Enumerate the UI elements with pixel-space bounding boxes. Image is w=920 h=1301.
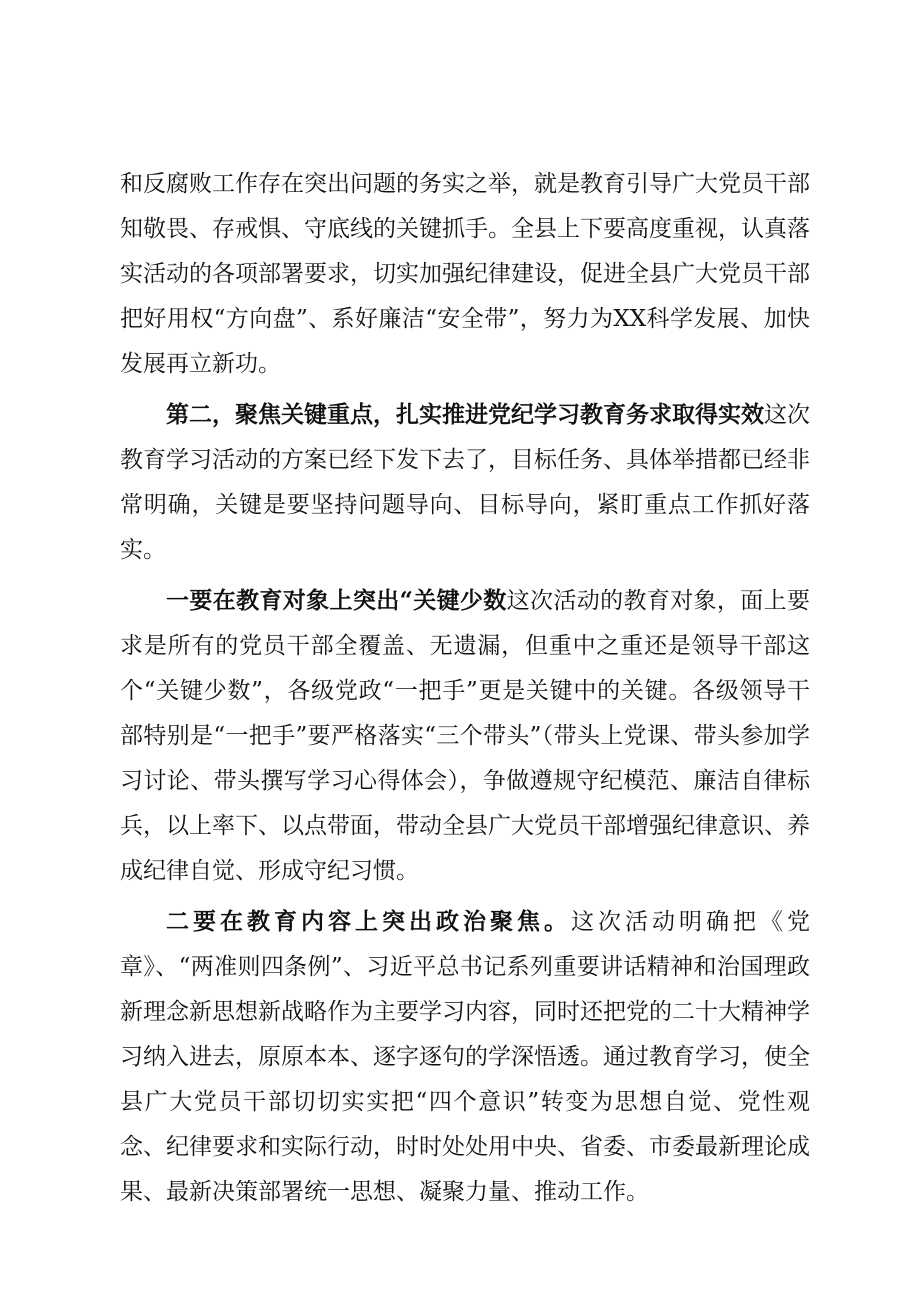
paragraph-2	[120, 392, 810, 573]
paragraph-3-text: 这次活动的教育对象，面上要求是所有的党员干部全覆盖、无遗漏，但重中之重还是领导干部这个“关键少数”，各级党政“一把手”更是关键中的关键。各级领导干部特别是“一把手”要严格落实“三个带头”（带头上党课、带头参加学习讨论、带头撰写学习心得体会），争做遵规守纪模范、廉洁自律标兵，以上率下、以点带面，带动全县广大党员干部增强纪律意识、养成纪律自觉、形成守纪习惯。	[120, 588, 810, 884]
paragraph-1-text: 和反腐败工作存在突出问题的务实之举，就是教育引导广大党员干部知敬畏、存戒惧、守底线的关键抓手。全县上下要高度重视，认真落实活动的各项部署要求，切实加强纪律建设，促进全县广大党员干部把好用权“方向盘”、系好廉洁“安全带”，努力为XX科学发展、加快发展再立新功。	[120, 171, 810, 377]
paragraph-1	[120, 162, 810, 387]
document-body	[120, 162, 810, 1220]
paragraph-2-heading: 第二，聚焦关键重点，扎实推进党纪学习教育务求取得实效	[166, 401, 764, 428]
paragraph-4-text: 这次活动明确把《党章》、“两准则四条例”、习近平总书记系列重要讲话精神和治国理政新理念新思想新战略作为主要学习内容，同时还把党的二十大精神学习纳入进去，原原本本、逐字逐句的学深悟透。通过教育学习，使全县广大党员干部切切实实把“四个意识”转变为思想自觉、党性观念、纪律要求和实际行动，时时处处用中央、省委、市委最新理论成果、最新决策部署统一思想、凝聚力量、推动工作。	[120, 909, 810, 1205]
paragraph-3	[120, 578, 810, 894]
paragraph-4	[120, 899, 810, 1215]
paragraph-3-heading: 一要在教育对象上突出“关键少数	[166, 587, 507, 614]
paragraph-2-text: 这次教育学习活动的方案已经下发下去了，目标任务、具体举措都已经非常明确，关键是要坚持问题导向、目标导向，紧盯重点工作抓好落实。	[120, 402, 810, 563]
paragraph-4-heading: 二要在教育内容上突出政治聚焦。	[166, 908, 571, 935]
